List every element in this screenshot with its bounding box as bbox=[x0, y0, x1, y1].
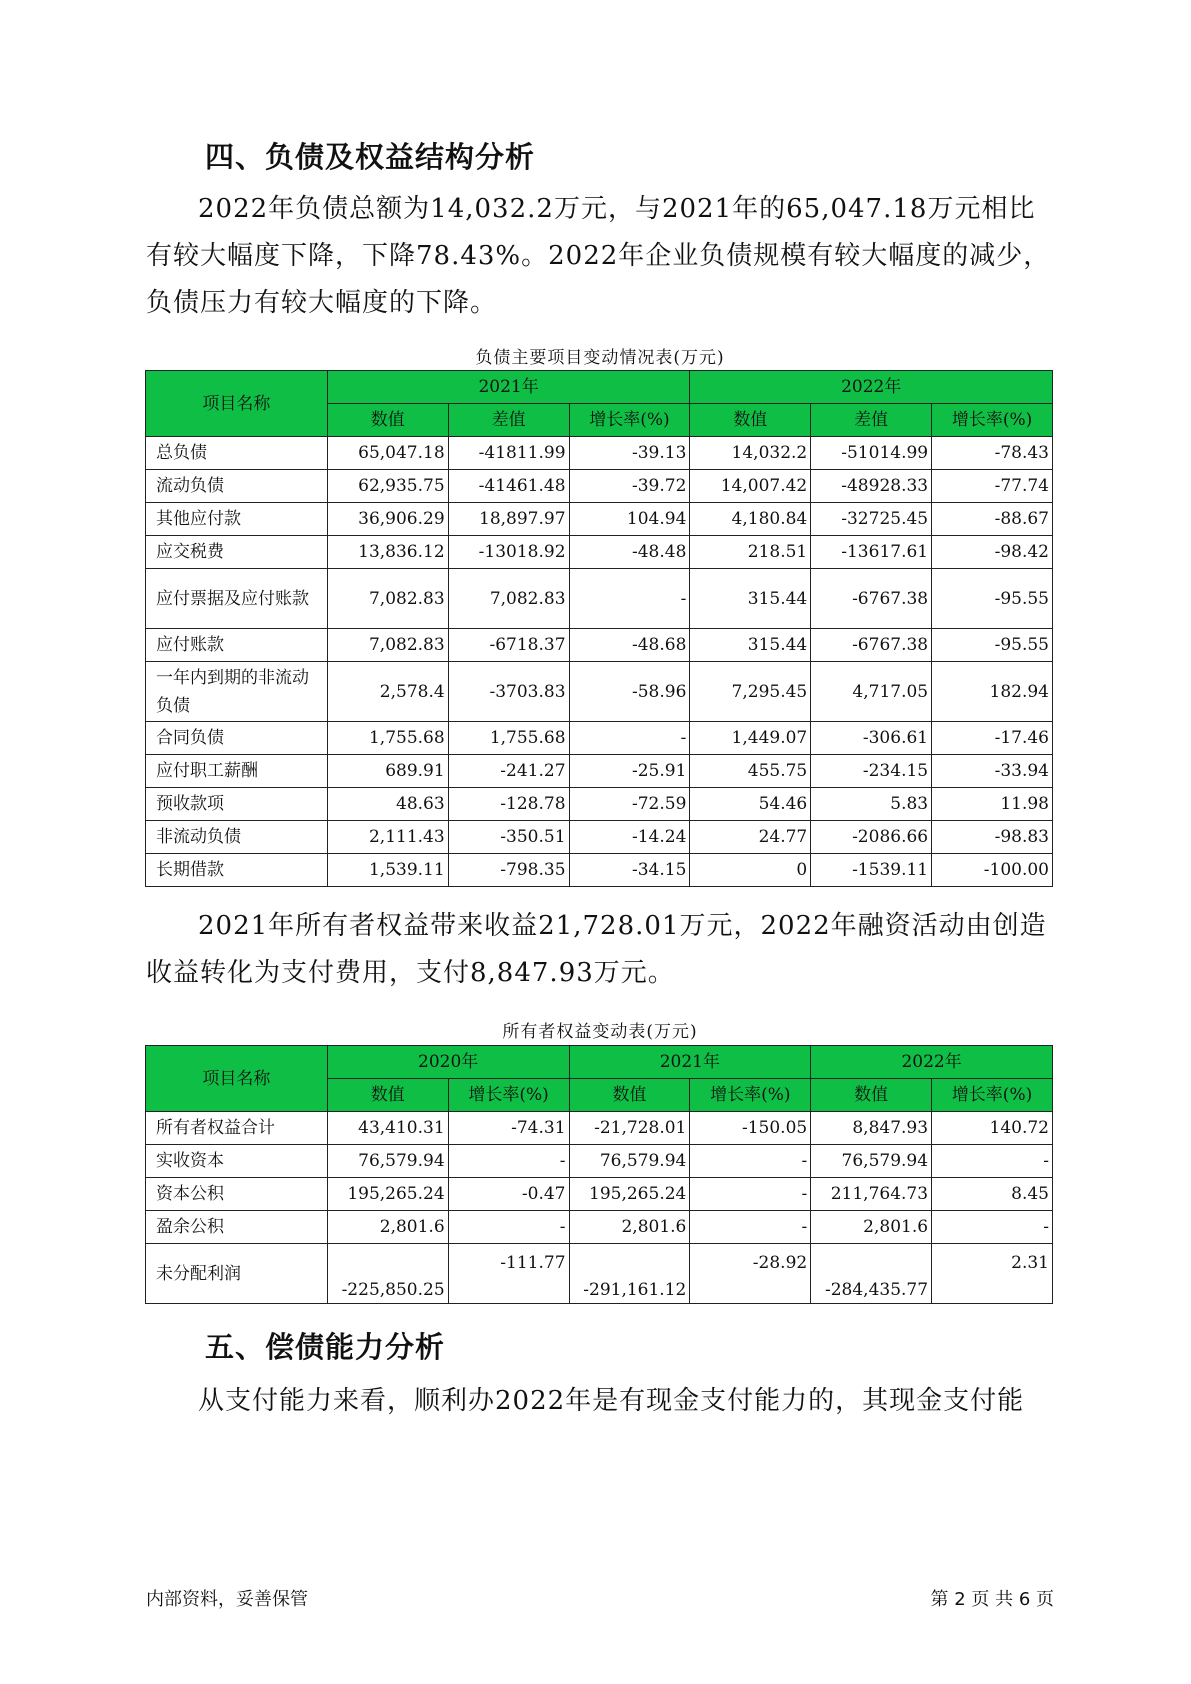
equity-subheader: 数值 bbox=[327, 1079, 448, 1112]
table-cell: 65,047.18 bbox=[327, 437, 448, 470]
row-item-name: 实收资本 bbox=[146, 1145, 328, 1178]
row-item-name: 总负债 bbox=[146, 437, 328, 470]
table-cell: -234.15 bbox=[811, 755, 932, 788]
table-cell: 211,764.73 bbox=[811, 1178, 932, 1211]
debt-subheader: 数值 bbox=[690, 404, 811, 437]
table-cell: 2.31 bbox=[932, 1244, 1053, 1304]
table-cell: -128.78 bbox=[448, 788, 569, 821]
table-cell: 48.63 bbox=[327, 788, 448, 821]
table-cell: - bbox=[448, 1211, 569, 1244]
row-item-name: 应付职工薪酬 bbox=[146, 755, 328, 788]
table-cell: 43,410.31 bbox=[327, 1112, 448, 1145]
table-cell: - bbox=[690, 1211, 811, 1244]
equity-year-header: 2020年 bbox=[327, 1046, 569, 1079]
table-cell: -48.68 bbox=[569, 629, 690, 662]
table-cell: -48.48 bbox=[569, 536, 690, 569]
table-cell: -78.43 bbox=[932, 437, 1053, 470]
table-cell: 218.51 bbox=[690, 536, 811, 569]
table-row bbox=[146, 629, 1053, 662]
table-cell: - bbox=[690, 1178, 811, 1211]
table-cell: 195,265.24 bbox=[327, 1178, 448, 1211]
row-item-name: 应付票据及应付账款 bbox=[146, 569, 328, 629]
table-cell: 140.72 bbox=[932, 1112, 1053, 1145]
table-cell: -25.91 bbox=[569, 755, 690, 788]
table-cell: -98.83 bbox=[932, 821, 1053, 854]
section4-paragraph2: 2021年所有者权益带来收益21,728.01万元，2022年融资活动由创造收益转化为支付费用，支付8,847.93万元。 bbox=[146, 911, 1047, 988]
table-cell: -95.55 bbox=[932, 569, 1053, 629]
debt-subheader: 差值 bbox=[448, 404, 569, 437]
table-cell: 14,032.2 bbox=[690, 437, 811, 470]
row-item-name: 非流动负债 bbox=[146, 821, 328, 854]
table-row bbox=[146, 1244, 1053, 1304]
equity-subheader: 增长率(%) bbox=[690, 1079, 811, 1112]
table-cell: - bbox=[569, 569, 690, 629]
footer-confidential: 内部资料，妥善保管 bbox=[146, 1589, 308, 1610]
table-cell: -291,161.12 bbox=[569, 1244, 690, 1304]
table-cell: -41461.48 bbox=[448, 470, 569, 503]
table-cell: -32725.45 bbox=[811, 503, 932, 536]
equity-table bbox=[145, 1045, 1053, 1304]
equity-subheader: 数值 bbox=[569, 1079, 690, 1112]
row-item-name: 一年内到期的非流动负债 bbox=[146, 662, 328, 722]
table-cell: -798.35 bbox=[448, 854, 569, 887]
table-cell: -33.94 bbox=[932, 755, 1053, 788]
table-row bbox=[146, 503, 1053, 536]
table-cell: 1,449.07 bbox=[690, 722, 811, 755]
table-row bbox=[146, 536, 1053, 569]
table-cell: 18,897.97 bbox=[448, 503, 569, 536]
table-cell: 689.91 bbox=[327, 755, 448, 788]
table-cell: -3703.83 bbox=[448, 662, 569, 722]
table-cell: -111.77 bbox=[448, 1244, 569, 1304]
table-cell: -150.05 bbox=[690, 1112, 811, 1145]
table-cell: 1,539.11 bbox=[327, 854, 448, 887]
table-cell: 5.83 bbox=[811, 788, 932, 821]
row-item-name: 盈余公积 bbox=[146, 1211, 328, 1244]
footer-page-number: 第 2 页 共 6 页 bbox=[930, 1589, 1054, 1610]
table-row bbox=[146, 662, 1053, 722]
debt-subheader: 数值 bbox=[327, 404, 448, 437]
table-cell: -39.72 bbox=[569, 470, 690, 503]
row-item-name: 资本公积 bbox=[146, 1178, 328, 1211]
equity-table-body bbox=[146, 1112, 1053, 1304]
table-cell: -98.42 bbox=[932, 536, 1053, 569]
debt-year-header: 2022年 bbox=[690, 371, 1053, 404]
section5-heading: 五、偿债能力分析 bbox=[205, 1330, 446, 1364]
table-cell: -350.51 bbox=[448, 821, 569, 854]
debt-table-caption: 负债主要项目变动情况表(万元) bbox=[475, 348, 725, 368]
table-cell: -39.13 bbox=[569, 437, 690, 470]
table-cell: -100.00 bbox=[932, 854, 1053, 887]
table-row bbox=[146, 854, 1053, 887]
table-cell: 36,906.29 bbox=[327, 503, 448, 536]
table-cell: -41811.99 bbox=[448, 437, 569, 470]
table-cell: 8,847.93 bbox=[811, 1112, 932, 1145]
table-cell: 7,082.83 bbox=[327, 629, 448, 662]
row-item-name: 长期借款 bbox=[146, 854, 328, 887]
equity-subheader: 增长率(%) bbox=[448, 1079, 569, 1112]
table-cell: 0 bbox=[690, 854, 811, 887]
table-row bbox=[146, 1178, 1053, 1211]
row-item-name: 预收款项 bbox=[146, 788, 328, 821]
table-cell: -13617.61 bbox=[811, 536, 932, 569]
debt-table bbox=[145, 370, 1053, 887]
table-row bbox=[146, 722, 1053, 755]
table-cell: -95.55 bbox=[932, 629, 1053, 662]
section4-paragraph1: 2022年负债总额为14,032.2万元，与2021年的65,047.18万元相比有较大幅度下降，下降78.43%。2022年企业负债规模有较大幅度的减少，负债压力有较大幅度的下降。 bbox=[146, 194, 1051, 318]
table-row bbox=[146, 1112, 1053, 1145]
debt-subheader: 增长率(%) bbox=[569, 404, 690, 437]
table-cell: 76,579.94 bbox=[811, 1145, 932, 1178]
table-row bbox=[146, 470, 1053, 503]
equity-table-caption: 所有者权益变动表(万元) bbox=[502, 1022, 698, 1042]
debt-subheader: 差值 bbox=[811, 404, 932, 437]
table-cell: 4,717.05 bbox=[811, 662, 932, 722]
table-cell: 1,755.68 bbox=[327, 722, 448, 755]
table-cell: -58.96 bbox=[569, 662, 690, 722]
table-cell: -21,728.01 bbox=[569, 1112, 690, 1145]
table-cell: 315.44 bbox=[690, 629, 811, 662]
table-cell: 11.98 bbox=[932, 788, 1053, 821]
table-cell: 14,007.42 bbox=[690, 470, 811, 503]
equity-subheader: 增长率(%) bbox=[932, 1079, 1053, 1112]
table-cell: -74.31 bbox=[448, 1112, 569, 1145]
row-item-name: 应交税费 bbox=[146, 536, 328, 569]
table-cell: -6767.38 bbox=[811, 629, 932, 662]
table-cell: -0.47 bbox=[448, 1178, 569, 1211]
table-cell: 104.94 bbox=[569, 503, 690, 536]
debt-item-name-header: 项目名称 bbox=[146, 371, 328, 437]
table-cell: 182.94 bbox=[932, 662, 1053, 722]
table-cell: -51014.99 bbox=[811, 437, 932, 470]
table-cell: 2,801.6 bbox=[327, 1211, 448, 1244]
debt-subheader: 增长率(%) bbox=[932, 404, 1053, 437]
table-cell: 7,295.45 bbox=[690, 662, 811, 722]
table-cell: -28.92 bbox=[690, 1244, 811, 1304]
table-cell: 2,578.4 bbox=[327, 662, 448, 722]
equity-year-header: 2022年 bbox=[811, 1046, 1053, 1079]
section4-heading: 四、负债及权益结构分析 bbox=[205, 140, 536, 174]
table-cell: -1539.11 bbox=[811, 854, 932, 887]
equity-year-header: 2021年 bbox=[569, 1046, 811, 1079]
table-cell: - bbox=[690, 1145, 811, 1178]
table-cell: 7,082.83 bbox=[448, 569, 569, 629]
table-cell: 455.75 bbox=[690, 755, 811, 788]
table-cell: -284,435.77 bbox=[811, 1244, 932, 1304]
table-row bbox=[146, 821, 1053, 854]
row-item-name: 未分配利润 bbox=[146, 1244, 328, 1304]
table-cell: -306.61 bbox=[811, 722, 932, 755]
table-row bbox=[146, 788, 1053, 821]
table-row bbox=[146, 1145, 1053, 1178]
table-cell: 195,265.24 bbox=[569, 1178, 690, 1211]
equity-item-name-header: 项目名称 bbox=[146, 1046, 328, 1112]
table-cell: - bbox=[932, 1145, 1053, 1178]
table-cell: -241.27 bbox=[448, 755, 569, 788]
table-cell: -48928.33 bbox=[811, 470, 932, 503]
table-row bbox=[146, 569, 1053, 629]
row-item-name: 合同负债 bbox=[146, 722, 328, 755]
table-row bbox=[146, 1211, 1053, 1244]
debt-year-header: 2021年 bbox=[327, 371, 690, 404]
table-cell: -2086.66 bbox=[811, 821, 932, 854]
table-cell: -17.46 bbox=[932, 722, 1053, 755]
row-item-name: 应付账款 bbox=[146, 629, 328, 662]
table-cell: - bbox=[932, 1211, 1053, 1244]
table-cell: -72.59 bbox=[569, 788, 690, 821]
table-cell: -88.67 bbox=[932, 503, 1053, 536]
table-row bbox=[146, 437, 1053, 470]
table-cell: 8.45 bbox=[932, 1178, 1053, 1211]
equity-subheader: 数值 bbox=[811, 1079, 932, 1112]
table-cell: -225,850.25 bbox=[327, 1244, 448, 1304]
table-cell: -6767.38 bbox=[811, 569, 932, 629]
row-item-name: 所有者权益合计 bbox=[146, 1112, 328, 1145]
row-item-name: 流动负债 bbox=[146, 470, 328, 503]
table-cell: - bbox=[569, 722, 690, 755]
table-cell: 62,935.75 bbox=[327, 470, 448, 503]
table-cell: 2,801.6 bbox=[569, 1211, 690, 1244]
table-cell: 2,111.43 bbox=[327, 821, 448, 854]
table-cell: 76,579.94 bbox=[327, 1145, 448, 1178]
table-cell: - bbox=[448, 1145, 569, 1178]
section5-paragraph: 从支付能力来看，顺利办2022年是有现金支付能力的，其现金支付能 bbox=[198, 1386, 1025, 1416]
table-cell: 76,579.94 bbox=[569, 1145, 690, 1178]
table-cell: -14.24 bbox=[569, 821, 690, 854]
table-row bbox=[146, 755, 1053, 788]
table-cell: -34.15 bbox=[569, 854, 690, 887]
table-cell: 13,836.12 bbox=[327, 536, 448, 569]
table-cell: 315.44 bbox=[690, 569, 811, 629]
table-cell: 2,801.6 bbox=[811, 1211, 932, 1244]
row-item-name: 其他应付款 bbox=[146, 503, 328, 536]
table-cell: 1,755.68 bbox=[448, 722, 569, 755]
table-cell: 54.46 bbox=[690, 788, 811, 821]
table-cell: 4,180.84 bbox=[690, 503, 811, 536]
table-cell: 24.77 bbox=[690, 821, 811, 854]
table-cell: -6718.37 bbox=[448, 629, 569, 662]
debt-table-body bbox=[146, 437, 1053, 887]
table-cell: -13018.92 bbox=[448, 536, 569, 569]
table-cell: 7,082.83 bbox=[327, 569, 448, 629]
table-cell: -77.74 bbox=[932, 470, 1053, 503]
